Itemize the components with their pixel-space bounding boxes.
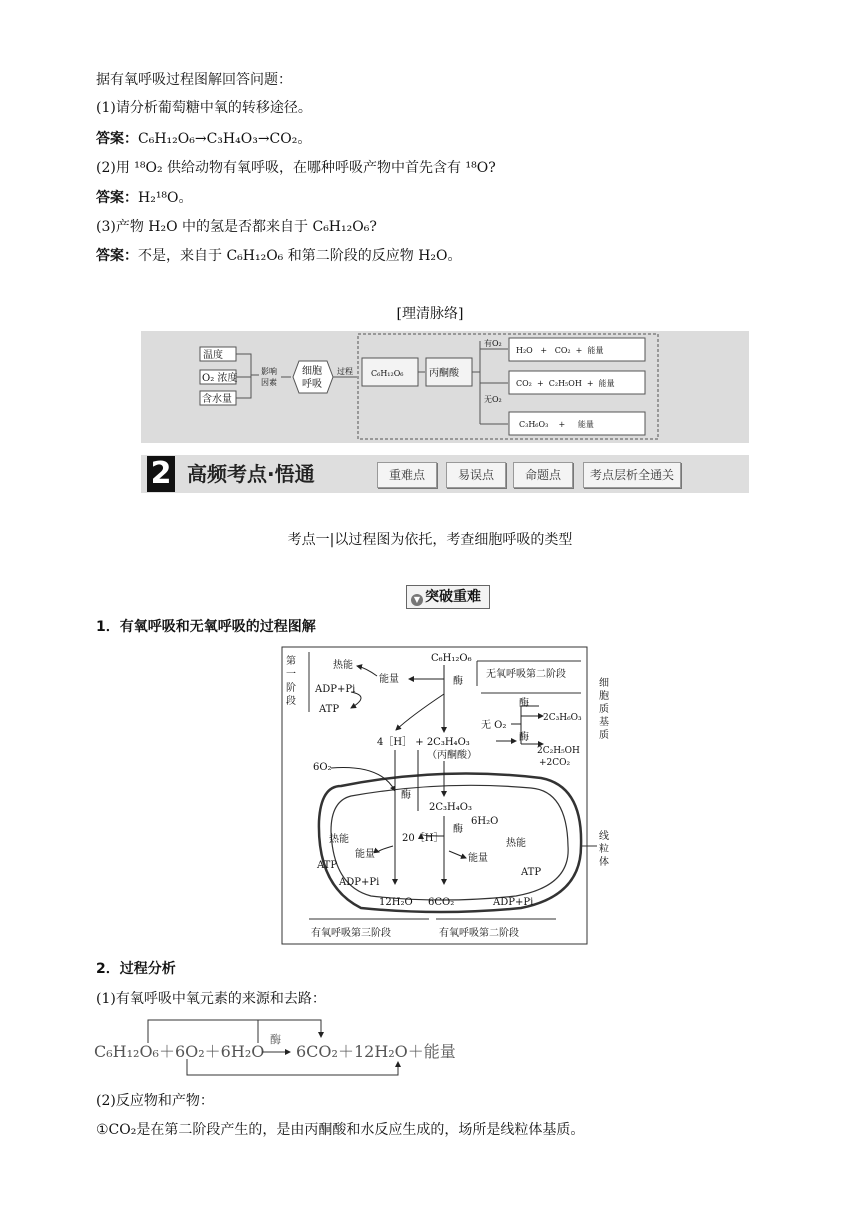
pyruvate-label: 丙酮酸 xyxy=(429,368,459,379)
intro-line-1: 据有氧呼吸过程图解回答问题： xyxy=(96,72,292,88)
item-1: 1．有氧呼吸和无氧呼吸的过程图解 xyxy=(96,619,316,635)
enzyme-label: 酶 xyxy=(453,676,463,687)
glucose-label: C₆H₁₂O₆ xyxy=(371,369,404,378)
section-title-text: 突破重难 xyxy=(425,589,481,605)
atp-label: ATP xyxy=(521,867,542,878)
outline-map xyxy=(141,331,749,443)
aerobic-stage3: 有氧呼吸第三阶段 xyxy=(311,928,391,939)
o2-six: 6O₂ xyxy=(313,762,332,773)
sub-2: (2)反应物和产物： xyxy=(96,1093,214,1109)
glucose-top: C₆H₁₂O₆ xyxy=(431,653,472,664)
answer-2 xyxy=(96,188,193,208)
answer-text: C₆H₁₂O₆→C₃H₄O₃→CO₂。 xyxy=(138,131,312,147)
h2o-twelve: 12H₂O xyxy=(379,897,413,908)
heat-label: 热能 xyxy=(329,834,349,845)
mito-1: 线 xyxy=(599,831,609,842)
cell-label-2: 呼吸 xyxy=(302,379,322,390)
energy-label: 能量 xyxy=(468,853,488,864)
tab-error-points[interactable]: 易误点 xyxy=(446,462,506,488)
section-title xyxy=(406,585,490,609)
co2-two: +2CO₂ xyxy=(539,758,571,768)
product-aerobic: H₂O + CO₂ + 能量 xyxy=(516,346,604,355)
enzyme-label: 酶 xyxy=(519,698,529,709)
oxygen-equation xyxy=(92,1015,472,1081)
heat-label: 热能 xyxy=(506,838,526,849)
answer-1 xyxy=(96,129,311,149)
atp-label: ATP xyxy=(317,860,338,871)
adp-label: ADP+Pi xyxy=(339,877,380,888)
cytoplasm-5: 质 xyxy=(599,730,609,741)
product-alcohol: CO₂ + C₂H₅OH + 能量 xyxy=(516,379,615,388)
factor-oxygen: O₂ 浓度 xyxy=(202,373,238,384)
enzyme-label: 酶 xyxy=(519,732,529,743)
answer-3 xyxy=(96,246,462,266)
adp-label: ADP+Pi xyxy=(493,897,534,908)
equation-enzyme: 酶 xyxy=(270,1033,281,1046)
product-lactic: C₃H₆O₃ + 能量 xyxy=(519,420,594,429)
aerobic-stage2: 有氧呼吸第二阶段 xyxy=(439,928,519,939)
stage1-label-4: 段 xyxy=(286,696,296,707)
sub-1: (1)有氧呼吸中氧元素的来源和去路： xyxy=(96,991,326,1007)
stage1-label-1: 第 xyxy=(286,656,296,667)
cytoplasm-3: 质 xyxy=(599,704,609,715)
answer-text: H₂¹⁸O。 xyxy=(138,190,193,206)
question-3: (3)产物 H₂O 中的氢是否都来自于 C₆H₁₂O₆? xyxy=(96,219,377,235)
question-1: (1)请分析葡萄糖中氧的转移途径。 xyxy=(96,100,312,116)
answer-label: 答案： xyxy=(96,248,138,264)
answer-text: 不是，来自于 C₆H₁₂O₆ 和第二阶段的反应物 H₂O。 xyxy=(138,248,462,264)
item-2: 2．过程分析 xyxy=(96,961,176,977)
enzyme-label: 酶 xyxy=(453,824,463,835)
h20-label: 20［H］ xyxy=(402,833,444,844)
cell-label-1: 细胞 xyxy=(302,366,322,377)
tab-full-pass[interactable]: 考点层析全通关 xyxy=(583,462,681,488)
point-1: ①CO₂是在第二阶段产生的，是由丙酮酸和水反应生成的，场所是线粒体基质。 xyxy=(96,1122,585,1138)
process-label: 过程 xyxy=(337,367,353,376)
outline-heading: [理清脉络] xyxy=(396,306,464,322)
cytoplasm-2: 胞 xyxy=(599,691,609,702)
stage1-label-2: 一 xyxy=(286,669,296,680)
no-o2-label: 无 O₂ xyxy=(481,720,507,731)
pyruvate-mito: 2C₃H₄O₃ xyxy=(429,802,472,813)
pyruvate-paren: （丙酮酸） xyxy=(427,750,477,761)
tab-question-points[interactable]: 命题点 xyxy=(513,462,573,488)
equation-right: 6CO₂＋12H₂O＋能量 xyxy=(296,1042,456,1061)
energy-label: 能量 xyxy=(379,674,399,685)
banner-title: 高频考点·悟通 xyxy=(187,462,315,486)
cytoplasm-4: 基 xyxy=(599,717,609,728)
anaerobic-stage2: 无氧呼吸第二阶段 xyxy=(486,669,566,680)
answer-label: 答案： xyxy=(96,190,138,206)
influence-label-1: 影响 xyxy=(261,367,277,376)
section-banner xyxy=(141,455,749,493)
down-arrow-icon: ▼ xyxy=(411,594,423,606)
banner-number: 2 xyxy=(147,456,175,492)
enzyme-label: 酶 xyxy=(401,790,411,801)
energy-label: 能量 xyxy=(355,849,375,860)
lactic-acid: 2C₃H₆O₃ xyxy=(543,713,582,723)
mito-2: 粒 xyxy=(599,844,609,855)
tab-key-points[interactable]: 重难点 xyxy=(377,462,437,488)
equation-left: C₆H₁₂O₆＋6O₂＋6H₂O xyxy=(94,1042,265,1061)
co2-six: 6CO₂ xyxy=(428,897,455,908)
factor-temperature: 温度 xyxy=(203,350,223,361)
h4-pyruvate: 4［H］ + 2C₃H₄O₃ xyxy=(377,737,470,748)
stage1-label-3: 阶 xyxy=(286,683,296,694)
water-six: 6H₂O xyxy=(471,816,499,827)
adp-label: ADP+Pi xyxy=(315,684,356,695)
question-2: (2)用 ¹⁸O₂ 供给动物有氧呼吸，在哪种呼吸产物中首先含有 ¹⁸O? xyxy=(96,160,496,176)
without-o2-label: 无O₂ xyxy=(484,395,502,404)
factor-water: 含水量 xyxy=(202,394,232,405)
atp-label: ATP xyxy=(319,704,340,715)
topic-title: 考点一|以过程图为依托，考查细胞呼吸的类型 xyxy=(287,532,573,548)
ethanol: 2C₂H₅OH xyxy=(537,746,580,756)
mito-3: 体 xyxy=(599,857,609,868)
heat-label: 热能 xyxy=(333,660,353,671)
influence-label-2: 因素 xyxy=(261,378,277,387)
respiration-diagram xyxy=(281,646,621,946)
cytoplasm-1: 细 xyxy=(599,678,609,689)
with-o2-label: 有O₂ xyxy=(484,339,502,348)
answer-label: 答案： xyxy=(96,131,138,147)
